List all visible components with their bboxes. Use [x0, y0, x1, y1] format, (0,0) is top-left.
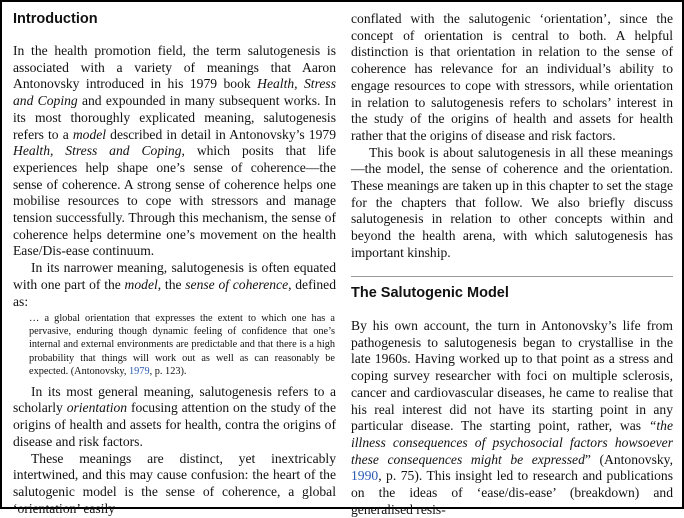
block-quote: … a global orientation that expresses the extent to which one has a pervasive, enduring though dynamic feeling of confidence that one’s internal and external environments are predictable and that there is a high probability that things will work out as well as can reasonably be expected. (Antonovsky, 1979, p. 123). [29, 313, 335, 377]
section-heading-salutogenic-model: The Salutogenic Model [351, 285, 509, 301]
citation-link[interactable]: 1990 [351, 468, 379, 484]
salutogenic-paragraph-1: By his own account, the turn in Antonovsky’s life from pathogenesis to salutogenesis began to crystallise in the late 1960s. Having worked up to that point as a stress and coping survey researcher with foci on multiple sclerosis, cancer and cardiovascular diseases, he came to realise that his real interest did not have its starting point in any particular disease. The starting point, rather, was “the illness consequences of psychosocial factors howsoever these consequences might be expressed” (Antonovsky, 1990, p. 75). This insight led to research and publications on the ideas of ‘ease/dis-ease’ (breakdown) and generalised resis- [351, 318, 673, 517]
book-title: Health, Stress and Coping [13, 76, 336, 109]
citation-link[interactable]: 1979 [129, 365, 150, 377]
intro-paragraph-2: In its narrower meaning, salutogenesis is often equated with one part of the model, the sense of coherence, defined as: [13, 260, 337, 309]
intro-paragraph-3: In its most general meaning, salutogenesis refers to a scholarly orientation focusing attention on the study of the origins of health and assets for health, contra the origins of disease and risk factors. [13, 383, 336, 449]
intro-paragraph-1: In the health promotion field, the term salutogenesis is associated with a variety of meanings that Aaron Antonovsky introduced in his 1979 book Health, Stress and Coping and expounded in many subsequent works. In its most thoroughly explicated meaning, salutogenesis refers to a model described in detail in Antonovsky’s 1979 Health, Stress and Coping, which posits that life experiences help shape one’s sense of coherence—the sense of coherence. A strong sense of coherence helps one mobilise resources to cope with stressors and manage tension successfully. Through this mechanism, the sense of coherence helps determine one’s movement on the health Ease/Dis-ease continuum. [13, 43, 336, 259]
paragraph-continued: conflated with the salutogenic ‘orientation’, since the concept of orientation is central to both. A helpful distinction is that orientation in relation to the sense of coherence has relevance for an individual’s ability to engage resources to cope with stressors, while orientation in relation to salutogenesis refers to scholars’ interest in the study of the origins of health and assets for health rather that the origins of disease and risk factors. [351, 11, 673, 143]
paragraph-book-scope: This book is about salutogenesis in all these meanings—the model, the sense of coherence and the orientation. These meanings are taken up in this chapter to set the stage for the chapters that follow. We also briefly discuss salutogenesis in relation to other concepts within and beyond the health arena, with which salutogenesis has important kinship. [351, 144, 673, 260]
section-divider [351, 276, 673, 277]
section-heading-introduction: Introduction [13, 11, 98, 27]
intro-paragraph-4: These meanings are distinct, yet inextricably intertwined, and this may cause confusion: the heart of the salutogenic model is the sense of coherence, a global ‘orientation’ easily [13, 450, 336, 516]
